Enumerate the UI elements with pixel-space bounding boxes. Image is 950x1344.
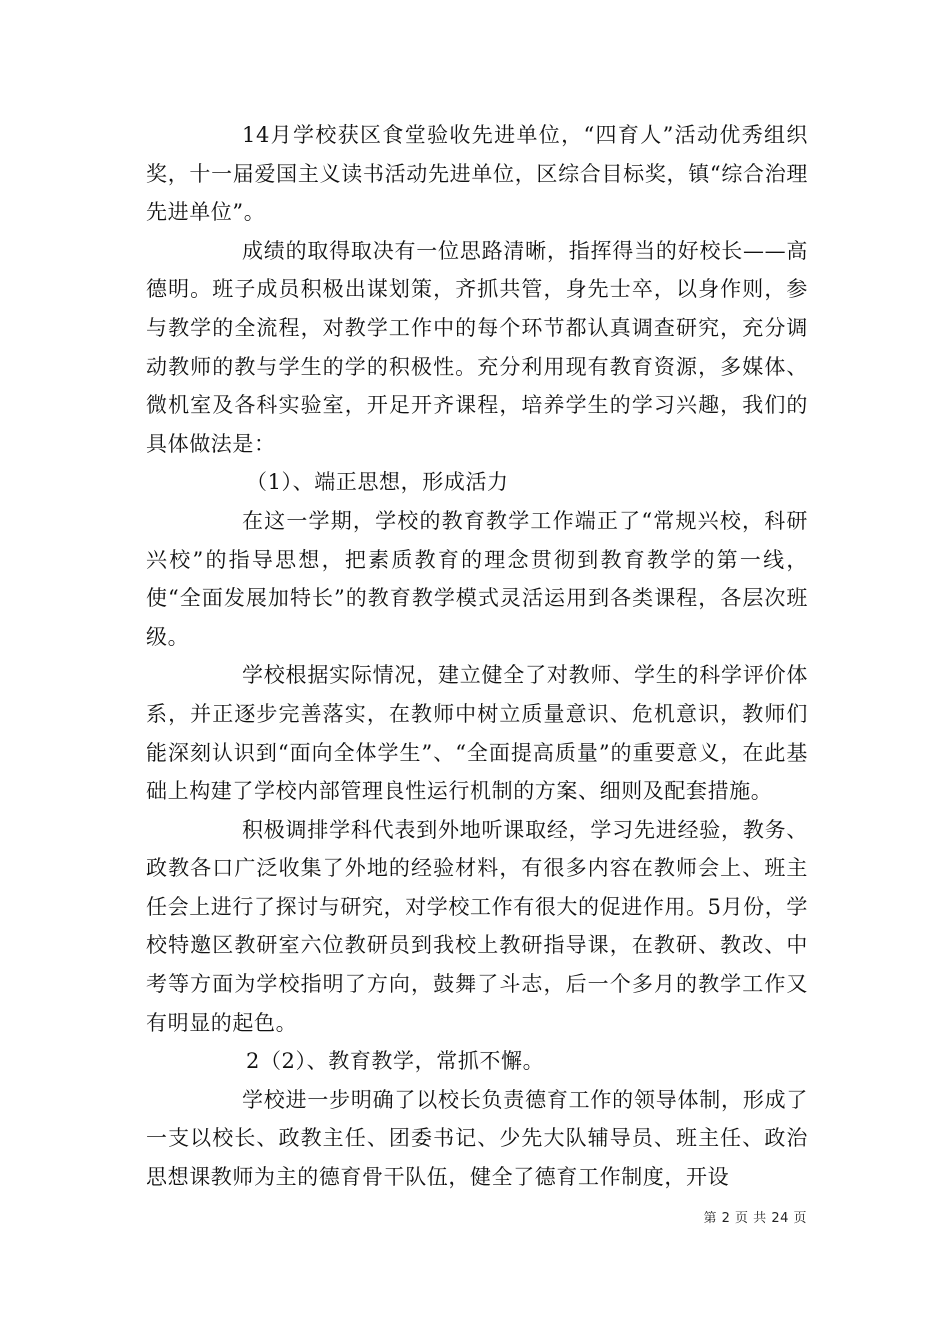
paragraph-learning-exchange: 积极调排学科代表到外地听课取经，学习先进经验，教务、政教各口广泛收集了外地的经验材料，有很多内容在教师会上、班主任会上进行了探讨与研究，对学校工作有很大的促进作用。5月份，学校特邀区教研室六位教研员到我校上教研指导课，在教研、教改、中考等方面为学校指明了方向，鼓舞了斗志，后一个多月的教学工作又有明显的起色。 [146,817,808,1035]
paragraph-evaluation-system: 学校根据实际情况，建立健全了对教师、学生的科学评价体系，并正逐步完善落实，在教师中树立质量意识、危机意识，教师们能深刻认识到“面向全体学生”、“全面提高质量”的重要意义，在此基础上构建了学校内部管理良性运行机制的方案、细则及配套措施。 [146,663,808,804]
paragraph-guiding-thought: 在这一学期，学校的教育教学工作端正了“常规兴校，科研兴校”的指导思想，把素质教育的理念贯彻到教育教学的第一线，使“全面发展加特长”的教育教学模式灵活运用到各类课程，各层次班级。 [146,508,808,649]
paragraph-achievements: 成绩的取得取决有一位思路清晰，指挥得当的好校长——高德明。班子成员积极出谋划策，齐抓共管，身先士卒，以身作则，参与教学的全流程，对教学工作中的每个环节都认真调查研究，充分调动教师的教与学生的学的积极性。充分利用现有教育资源，多媒体、微机室及各科实验室，开足开齐课程，培养学生的学习兴趣，我们的具体做法是： [146,238,808,456]
paragraph-awards: 14月学校获区食堂验收先进单位，“四育人”活动优秀组织奖，十一届爱国主义读书活动先进单位，区综合目标奖，镇“综合治理先进单位”。 [146,123,808,225]
page-number-footer: 第 2 页 共 24 页 [703,1211,807,1226]
section-heading-2: 2（2）、教育教学，常抓不懈。 [246,1049,545,1074]
document-body [146,116,808,1197]
paragraph-moral-education: 学校进一步明确了以校长负责德育工作的领导体制，形成了一支以校长、政教主任、团委书记、少先大队辅导员、班主任、政治思想课教师为主的德育骨干队伍，健全了德育工作制度，开设 [146,1087,808,1190]
section-heading-1: （1）、端正思想，形成活力 [246,470,509,495]
